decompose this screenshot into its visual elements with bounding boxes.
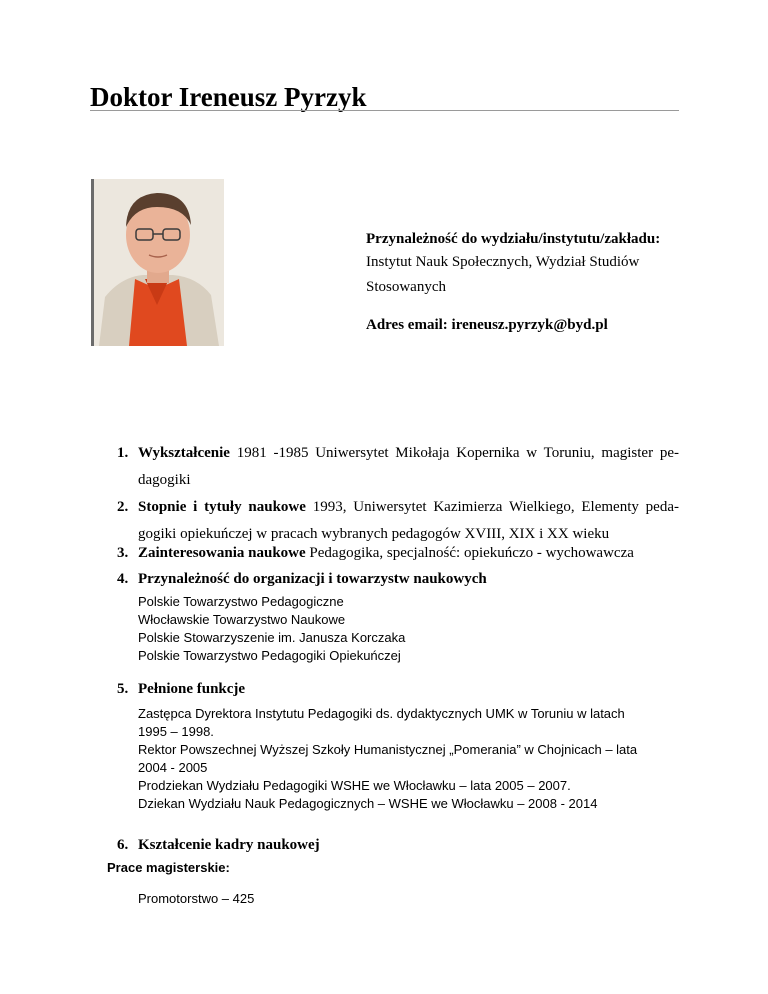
- section-number: 1.: [117, 445, 129, 461]
- list-item: Polskie Towarzystwo Pedagogiczne: [138, 594, 344, 609]
- section-title: Kształcenie kadry naukowej: [138, 837, 320, 853]
- list-item: Prodziekan Wydziału Pedagogiki WSHE we Włocławku – lata 2005 – 2007.: [138, 778, 571, 793]
- section-text-continued: dagogiki: [138, 472, 191, 488]
- list-item: Polskie Stowarzyszenie im. Janusza Korczaka: [138, 630, 406, 645]
- section-title: Wykształcenie: [138, 445, 230, 461]
- affiliation-label: Przynależność do wydziału/instytutu/zakładu:: [366, 231, 661, 247]
- section-title: Zainteresowania naukowe: [138, 545, 306, 561]
- section-title: Stopnie i tytuły naukowe: [138, 499, 306, 515]
- email-line: Adres email: ireneusz.pyrzyk@byd.pl: [366, 317, 608, 333]
- section-text: Pedagogika, specjalność: opiekuńczo - wychowawcza: [305, 545, 634, 561]
- section-organizations: [117, 566, 679, 593]
- section-number: 4.: [117, 571, 129, 587]
- affiliation-value: Instytut Nauk Społecznych, Wydział Studiów Stosowanych: [366, 254, 640, 295]
- section-title: Pełnione funkcje: [138, 681, 246, 697]
- title-divider: [90, 110, 679, 111]
- functions-list: [138, 705, 637, 813]
- section-functions: [117, 676, 679, 703]
- section-text: 1993, Uniwersytet Kazimierza Wielkiego, Elementy peda-: [305, 499, 679, 515]
- section-number: 2.: [117, 499, 129, 515]
- list-item: 1995 – 1998.: [138, 724, 214, 739]
- section-staff-training: [117, 832, 679, 859]
- portrait-image: [91, 179, 224, 346]
- section-number: 6.: [117, 837, 129, 853]
- page-title: Doktor Ireneusz Pyrzyk: [90, 82, 367, 112]
- section-number: 5.: [117, 681, 129, 697]
- section-interests: [117, 540, 679, 567]
- section-text: 1981 -1985 Uniwersytet Mikołaja Kopernika w Toruniu, magister pe-: [229, 445, 679, 461]
- theses-label: Prace magisterskie:: [107, 860, 230, 875]
- section-text-continued: gogiki opiekuńczej w pracach wybranych pedagogów XVIII, XIX i XX wieku: [138, 526, 610, 542]
- list-item: Włocławskie Towarzystwo Naukowe: [138, 612, 346, 627]
- organizations-list: [138, 593, 405, 665]
- section-number: 3.: [117, 545, 129, 561]
- list-item: Polskie Towarzystwo Pedagogiki Opiekuńczej: [138, 648, 401, 663]
- section-education: [117, 440, 679, 494]
- list-item: Zastępca Dyrektora Instytutu Pedagogiki ds. dydaktycznych UMK w Toruniu w latach: [138, 706, 625, 721]
- list-item: 2004 - 2005: [138, 760, 208, 775]
- promotions-count: Promotorstwo – 425: [138, 891, 255, 906]
- portrait-photo: [91, 179, 224, 346]
- section-title: Przynależność do organizacji i towarzystw naukowych: [138, 571, 487, 587]
- list-item: Dziekan Wydziału Nauk Pedagogicznych – WSHE we Włocławku – 2008 - 2014: [138, 796, 598, 811]
- list-item: Rektor Powszechnej Wyższej Szkoły Humanistycznej „Pomerania” w Chojnicach – lata: [138, 742, 638, 757]
